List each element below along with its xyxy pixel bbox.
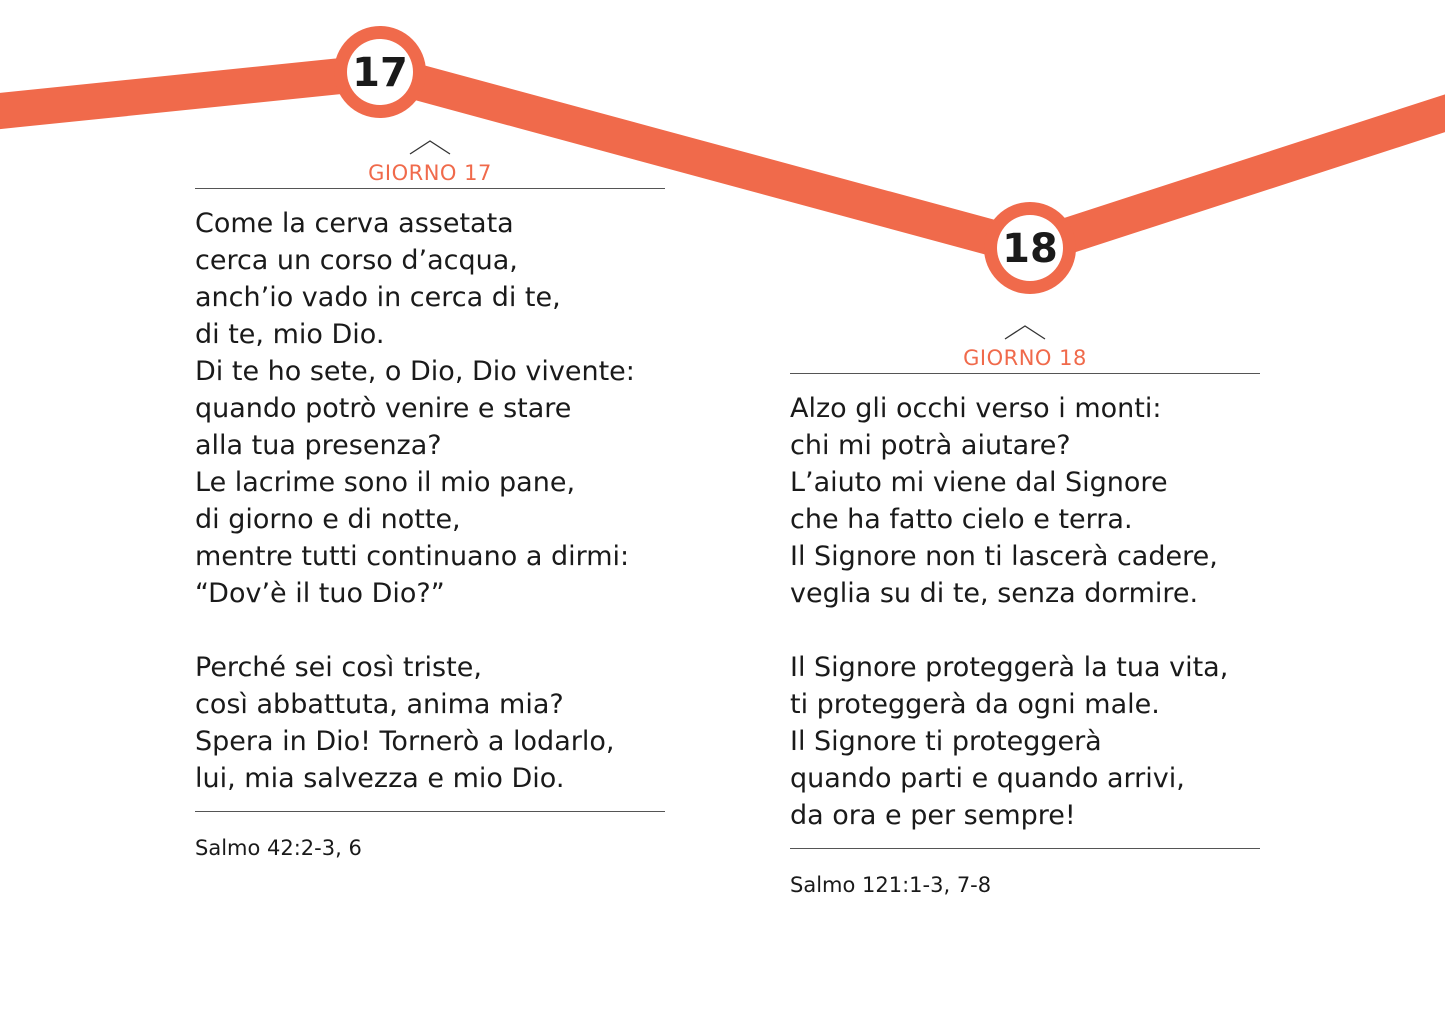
verse-line: Come la cerva assetata: [195, 208, 514, 239]
verse-line: mentre tutti continuano a dirmi:: [195, 541, 630, 572]
verse-line: di te, mio Dio.: [195, 319, 385, 350]
verse-line: quando parti e quando arrivi,: [790, 763, 1185, 794]
divider: [790, 848, 1260, 849]
verse-line: Il Signore ti proteggerà: [790, 726, 1102, 757]
verse-line: Le lacrime sono il mio pane,: [195, 467, 576, 498]
verse-line: alla tua presenza?: [195, 430, 442, 461]
caret-up-icon: [1003, 323, 1047, 341]
verse-line: L’aiuto mi viene dal Signore: [790, 467, 1168, 498]
verse-line: che ha fatto cielo e terra.: [790, 504, 1133, 535]
psalm-text: [195, 189, 665, 811]
verse-line: lui, mia salvezza e mio Dio.: [195, 763, 565, 794]
psalm-citation: Salmo 42:2-3, 6: [195, 836, 362, 860]
psalm-citation: Salmo 121:1-3, 7-8: [790, 873, 992, 897]
psalm-text: [790, 374, 1260, 848]
stanza: [195, 649, 665, 797]
marker-number: 18: [1002, 226, 1058, 272]
marker-number: 17: [352, 50, 408, 96]
day-17-column: [195, 138, 665, 860]
verse-line: Il Signore proteggerà la tua vita,: [790, 652, 1229, 683]
verse-line: da ora e per sempre!: [790, 800, 1076, 831]
verse-line: Spera in Dio! Tornerò a lodarlo,: [195, 726, 615, 757]
verse-line: quando potrò venire e stare: [195, 393, 572, 424]
verse-line: chi mi potrà aiutare?: [790, 430, 1071, 461]
verse-line: Perché sei così triste,: [195, 652, 482, 683]
verse-line: Il Signore non ti lascerà cadere,: [790, 541, 1218, 572]
day-label: GIORNO 18: [963, 346, 1087, 370]
day-label: GIORNO 17: [368, 161, 492, 185]
day-marker-17: [334, 26, 426, 118]
stanza: [195, 205, 665, 612]
divider: [195, 811, 665, 812]
verse-line: cerca un corso d’acqua,: [195, 245, 518, 276]
day-18-column: [790, 323, 1260, 897]
verse-line: Di te ho sete, o Dio, Dio vivente:: [195, 356, 635, 387]
day-marker-18: [984, 202, 1076, 294]
verse-line: anch’io vado in cerca di te,: [195, 282, 561, 313]
stanza: [790, 649, 1260, 834]
verse-line: di giorno e di notte,: [195, 504, 461, 535]
verse-line: “Dov’è il tuo Dio?”: [195, 578, 445, 609]
verse-line: Alzo gli occhi verso i monti:: [790, 393, 1162, 424]
verse-line: ti proteggerà da ogni male.: [790, 689, 1160, 720]
stanza: [790, 390, 1260, 612]
verse-line: così abbattuta, anima mia?: [195, 689, 564, 720]
verse-line: veglia su di te, senza dormire.: [790, 578, 1199, 609]
caret-up-icon: [408, 138, 452, 156]
